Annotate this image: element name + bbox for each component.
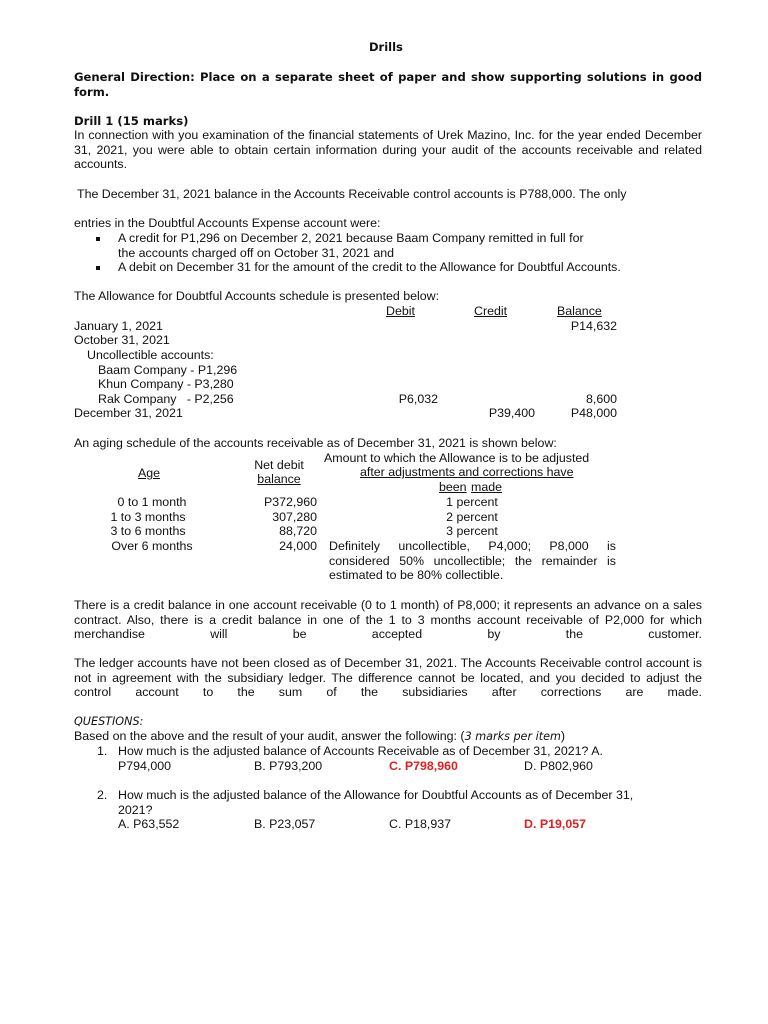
- over-6-months-note-2: considered 50% uncollectible; the remainder is: [329, 554, 616, 568]
- aging-row-amount: 1 percent: [446, 495, 498, 509]
- page-title: Drills: [369, 40, 403, 54]
- allowance-row-debit: P6,032: [398, 392, 438, 406]
- allowance-row-label: Baam Company - P1,296: [98, 363, 238, 377]
- choice-d: D. P802,960: [524, 759, 593, 773]
- choice-b: B. P23,057: [254, 817, 316, 831]
- allowance-row-label: Uncollectible accounts:: [87, 348, 214, 362]
- question-text: How much is the adjusted balance of Accounts Receivable as of December 31, 2021? A.: [118, 744, 603, 758]
- entries-line: entries in the Doubtful Accounts Expense account were:: [74, 216, 381, 230]
- choice-c-answer: C. P798,960: [389, 759, 458, 773]
- aging-header-age: Age: [138, 466, 161, 480]
- choice-b: B. P793,200: [254, 759, 323, 773]
- bullet-icon: [96, 266, 100, 270]
- allowance-row-label: October 31, 2021: [74, 333, 170, 347]
- aging-row-net: P372,960: [263, 495, 317, 509]
- aging-row-amount: 3 percent: [446, 524, 498, 538]
- allowance-row-balance: 8,600: [585, 392, 617, 406]
- aging-row-net: 307,280: [272, 510, 317, 524]
- bullet-1-line-1: A credit for P1,296 on December 2, 2021 because Baam Company remitted in full for: [118, 231, 584, 245]
- allowance-row-balance: P48,000: [570, 406, 617, 420]
- aging-header-amount-2: after adjustments and corrections have: [360, 465, 574, 479]
- question-number: 2.: [97, 788, 108, 802]
- over-6-months-note-3: estimated to be 80% collectible.: [329, 568, 504, 582]
- questions-intro-text: Based on the above and the result of your audit, answer the following: (: [74, 729, 465, 743]
- aging-row-net: 24,000: [279, 539, 317, 553]
- over-6-months-note-1: Definitely uncollectible, P4,000; P8,000 is: [329, 539, 616, 553]
- ar-balance-line: The December 31, 2021 balance in the Accounts Receivable control accounts is P788,000. The only: [77, 187, 627, 201]
- drill-heading: Drill 1 (15 marks): [74, 114, 189, 128]
- questions-intro: [74, 729, 565, 745]
- allowance-row-label: December 31, 2021: [74, 406, 183, 420]
- aging-intro: An aging schedule of the accounts receivable as of December 31, 2021 is shown below:: [74, 436, 557, 450]
- questions-label: QUESTIONS:: [74, 715, 144, 728]
- ledger-paragraph: The ledger accounts have not been closed as of December 31, 2021. The Accounts Receivable control account is not in agreement with the subsidiary ledger. The difference cannot be located, and you decided to adjust the control account to the sum of the subsidiaries after corrections are made.: [74, 656, 702, 700]
- questions-intro-close: ): [560, 729, 566, 743]
- allowance-intro: The Allowance for Doubtful Accounts schedule is presented below:: [74, 289, 440, 303]
- question-number: 1.: [97, 744, 108, 758]
- bullet-2: A debit on December 31 for the amount of the credit to the Allowance for Doubtful Accounts.: [118, 260, 621, 274]
- bullet-1-line-2: the accounts charged off on October 31, 2021 and: [118, 246, 395, 260]
- aging-header-net-2: balance: [257, 472, 301, 486]
- aging-header-net-1: Net debit: [254, 458, 304, 472]
- choice-a: P794,000: [118, 759, 172, 773]
- allowance-row-label: Rak Company - P2,256: [98, 392, 234, 406]
- aging-row-age: 3 to 6 months: [110, 524, 186, 538]
- aging-row-net: 88,720: [279, 524, 317, 538]
- choice-c: C. P18,937: [389, 817, 451, 831]
- question-text: 2021?: [118, 803, 153, 817]
- credit-balance-paragraph: There is a credit balance in one account receivable (0 to 1 month) of P8,000; it represents an advance on a sales contract. Also, there is a credit balance in one of the 1 to 3 months account receivable of P2,000 for which merchandise will be accepted by the customer.: [74, 598, 702, 642]
- aging-row-age: Over 6 months: [111, 539, 193, 553]
- aging-header-amount-3b: made: [471, 480, 502, 494]
- bullet-icon: [96, 237, 100, 241]
- general-direction: General Direction: Place on a separate sheet of paper and show supporting solutions in good form.: [74, 70, 702, 99]
- choice-a: A. P63,552: [118, 817, 180, 831]
- allowance-row-balance: P14,632: [570, 319, 617, 333]
- col-header-debit: Debit: [386, 304, 415, 318]
- allowance-row-label: January 1, 2021: [74, 319, 163, 333]
- allowance-row-label: Khun Company - P3,280: [98, 377, 234, 391]
- aging-header-amount-1: Amount to which the Allowance is to be adjusted: [324, 451, 590, 465]
- questions-marks: 3 marks per item: [464, 730, 561, 743]
- aging-row-amount: 2 percent: [446, 510, 498, 524]
- col-header-credit: Credit: [474, 304, 508, 318]
- allowance-row-credit: P39,400: [488, 406, 535, 420]
- col-header-balance: Balance: [557, 304, 602, 318]
- choice-d-answer: D. P19,057: [524, 817, 586, 831]
- question-text: How much is the adjusted balance of the Allowance for Doubtful Accounts as of December 31,: [118, 788, 634, 802]
- aging-header-amount-3a: been: [439, 480, 467, 494]
- intro-paragraph: In connection with you examination of the financial statements of Urek Mazino, Inc. for the year ended December 31, 2021, you were able to obtain certain information during your audit of the accounts receivable and related accounts.: [74, 128, 702, 172]
- aging-row-age: 0 to 1 month: [117, 495, 187, 509]
- aging-row-age: 1 to 3 months: [110, 510, 186, 524]
